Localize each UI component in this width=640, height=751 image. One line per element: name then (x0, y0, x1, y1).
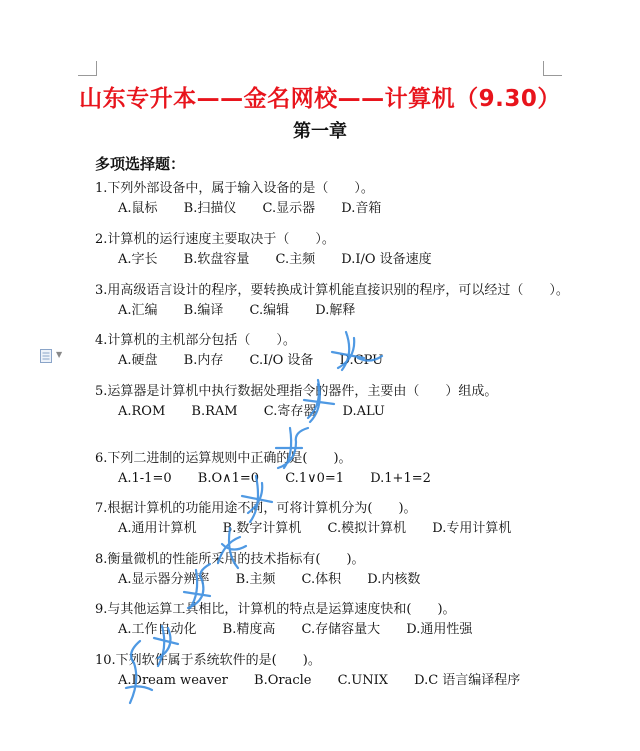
question-1 (95, 180, 615, 218)
option-b: B.Oracle (254, 673, 312, 688)
option-a: A.通用计算机 (118, 521, 197, 536)
option-b: B.扫描仪 (183, 201, 237, 216)
option-b: B.编译 (183, 303, 224, 318)
question-10 (95, 652, 615, 690)
option-d: D.ALU (342, 404, 385, 419)
question-stem: 4.计算机的主机部分包括（ ）。 (95, 333, 296, 348)
option-c: C.模拟计算机 (327, 521, 407, 536)
option-b: B.精度高 (222, 622, 276, 637)
option-d: D.解释 (315, 303, 356, 318)
option-d: D.专用计算机 (432, 521, 512, 536)
chevron-down-icon[interactable]: ▼ (56, 350, 63, 359)
crop-mark-right (543, 61, 562, 76)
option-a: A.工作自动化 (118, 622, 197, 637)
option-b: B.数字计算机 (222, 521, 302, 536)
option-b: B.软盘容量 (183, 252, 250, 267)
option-c: C.1∨0=1 (285, 471, 345, 486)
question-stem: 8.衡量微机的性能所采用的技术指标有( )。 (95, 552, 365, 567)
question-stem: 10.下列软件属于系统软件的是( )。 (95, 653, 321, 668)
option-c: C.主频 (275, 252, 316, 267)
option-a: A.鼠标 (118, 201, 158, 216)
option-d: D.1+1=2 (370, 471, 431, 486)
option-b: B.RAM (191, 404, 238, 419)
option-d: D.C 语言编译程序 (414, 673, 521, 688)
question-7 (95, 500, 615, 538)
question-stem: 2.计算机的运行速度主要取决于（ ）。 (95, 232, 335, 247)
option-a: A.Dream weaver (118, 673, 228, 688)
chapter-heading: 第一章 (293, 121, 347, 142)
option-c: C.编辑 (249, 303, 290, 318)
option-c: C.UNIX (337, 673, 388, 688)
option-c: C.体积 (301, 572, 342, 587)
option-d: D.内核数 (367, 572, 421, 587)
option-a: A.字长 (118, 252, 158, 267)
option-d: D.I/O 设备速度 (341, 252, 432, 267)
question-stem: 5.运算器是计算机中执行数据处理指令的器件，主要由（ ）组成。 (95, 384, 498, 399)
question-options (118, 672, 615, 690)
option-a: A.汇编 (118, 303, 158, 318)
crop-mark-left (78, 61, 97, 76)
question-2 (95, 231, 615, 269)
option-c: C.存储容量大 (301, 622, 381, 637)
option-c: C.寄存器 (263, 404, 317, 419)
question-options (118, 302, 615, 320)
question-stem: 6.下列二进制的运算规则中正确的是( )。 (95, 451, 352, 466)
option-b: B.O∧1=0 (197, 471, 260, 486)
question-options (118, 251, 615, 269)
question-stem: 9.与其他运算工具相比，计算机的特点是运算速度快和( )。 (95, 602, 456, 617)
question-9 (95, 601, 615, 639)
question-4 (95, 332, 615, 370)
option-d: D.音箱 (341, 201, 382, 216)
question-3 (95, 282, 615, 320)
question-options (118, 403, 615, 421)
question-options (118, 470, 615, 488)
question-options (118, 352, 615, 370)
question-5 (95, 383, 615, 421)
question-options (118, 520, 615, 538)
question-stem: 3.用高级语言设计的程序，要转换成计算机能直接识别的程序，可以经过（ ）。 (95, 283, 569, 298)
section-heading: 多项选择题： (95, 155, 186, 173)
document-icon[interactable] (40, 349, 52, 363)
question-8 (95, 551, 615, 589)
document-title: 山东专升本——金名网校——计算机（9.30） (79, 86, 561, 112)
question-stem: 7.根据计算机的功能用途不同，可将计算机分为( )。 (95, 501, 417, 516)
option-b: B.内存 (183, 353, 224, 368)
question-stem: 1.下列外部设备中，属于输入设备的是（ ）。 (95, 181, 374, 196)
option-d: D.CPU (339, 353, 384, 368)
option-b: B.主频 (235, 572, 276, 587)
option-a: A.ROM (118, 404, 166, 419)
question-options (118, 571, 615, 589)
option-a: A.1-1=0 (118, 471, 172, 486)
option-c: C.I/O 设备 (249, 353, 314, 368)
question-options (118, 200, 615, 218)
option-a: A.显示器分辨率 (118, 572, 210, 587)
option-a: A.硬盘 (118, 353, 158, 368)
question-options (118, 621, 615, 639)
question-6 (95, 450, 615, 488)
option-d: D.通用性强 (406, 622, 473, 637)
option-c: C.显示器 (262, 201, 316, 216)
